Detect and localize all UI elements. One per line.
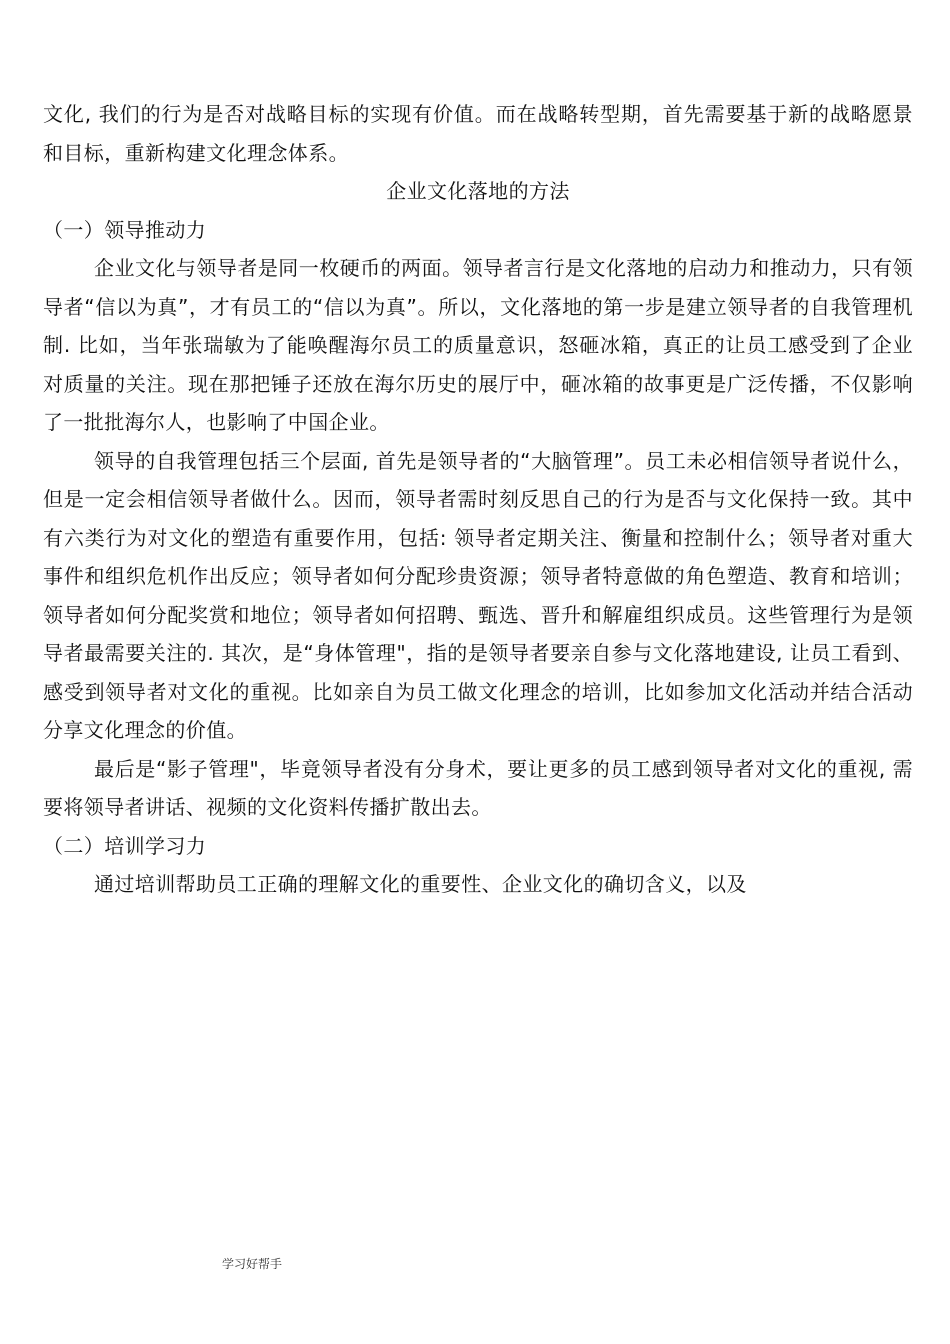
paragraph-shadow-management: 最后是“影子管理"，毕竟领导者没有分身术，要让更多的员工感到领导者对文化的重视, 需要将领导者讲话、视频的文化资料传播扩散出去。	[43, 756, 913, 819]
heading-leadership: （一）领导推动力	[43, 217, 207, 242]
section-title: 企业文化落地的方法	[386, 179, 570, 203]
footer-note: 学习好帮手	[222, 1257, 283, 1271]
document-body	[43, 95, 913, 904]
paragraph-leadership-intro: 企业文化与领导者是同一枚硬币的两面。领导者言行是文化落地的启动力和推动力，只有领导者“信以为真”，才有员工的“信以为真”。所以，文化落地的第一步是建立领导者的自我管理机制. 比如，当年张瑞敏为了能唤醒海尔员工的质量意识，怒砸冰箱，真正的让员工感受到了企业对质量的关注。现在那把锤子还放在海尔历史的展厅中，砸冰箱的故事更是广泛传播，不仅影响了一批批海尔人，也影响了中国企业。	[43, 256, 913, 434]
intro-continued-paragraph: 文化, 我们的行为是否对战略目标的实现有价值。而在战略转型期，首先需要基于新的战略愿景和目标，重新构建文化理念体系。	[43, 102, 913, 165]
paragraph-training: 通过培训帮助员工正确的理解文化的重要性、企业文化的确切含义，以及	[94, 872, 747, 896]
heading-training: （二）培训学习力	[43, 833, 207, 858]
paragraph-self-management: 领导的自我管理包括三个层面, 首先是领导者的“大脑管理”。员工未必相信领导者说什么，但是一定会相信领导者做什么。因而，领导者需时刻反思自己的行为是否与文化保持一致。其中有六类行为对文化的塑造有重要作用，包括: 领导者定期关注、衡量和控制什么；领导者对重大事件和组织危机作出反应；领导者如何分配珍贵资源；领导者特意做的角色塑造、教育和培训；领导者如何分配奖赏和地位；领导者如何招聘、甄选、晋升和解雇组织成员。这些管理行为是领导者最需要关注的. 其次，是“身体管理"，指的是领导者要亲自参与文化落地建设, 让员工看到、感受到领导者对文化的重视。比如亲自为员工做文化理念的培训，比如参加文化活动并结合活动分享文化理念的价值。	[43, 448, 913, 742]
